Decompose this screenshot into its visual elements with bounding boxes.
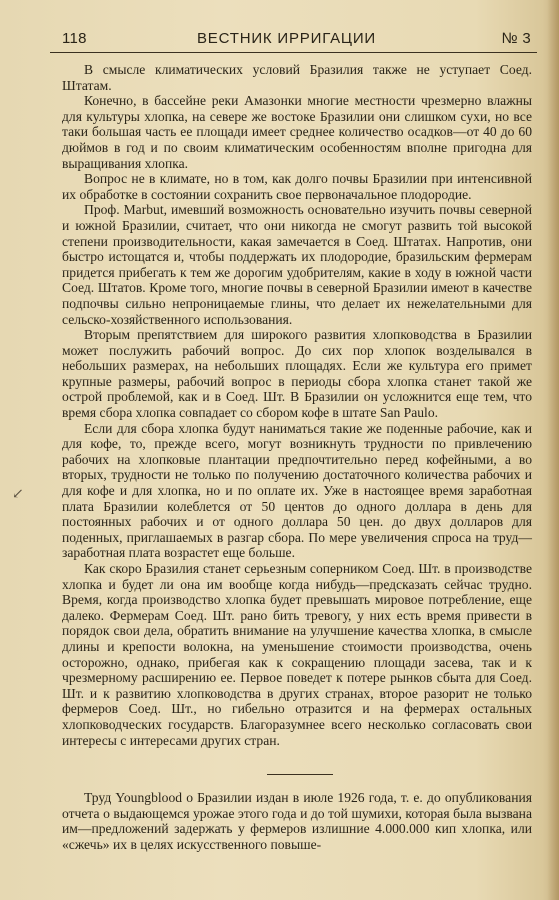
page-number: 118 — [62, 30, 87, 47]
footnote-paragraph: Труд Youngblood о Бразилии издан в июле 1926 года, т. е. до опубликования отчета о выдающемся урожае этого года и до той шумихи, которая была вызвана им—предложений задержать у фермеров излишние 4.000.000 кип хлопка, или «сжечь» их в целях искусственного повыше- — [62, 790, 532, 852]
paragraph: Как скоро Бразилия станет серьезным соперником Соед. Шт. в производстве хлопка и будет ли она им вообще когда нибудь—предсказать сейчас трудно. Время, когда производство хлопка будет превышать мировое потребление, еще далеко. Фермерам Соед. Шт. рано бить тревогу, у них есть время привести в порядок свои дела, обратить внимание на улучшение качества хлопка, в смысле длины и крепости волокна, на уменьшение стоимости производства, очень осторожно, однако, прибегая как к сокращению площади засева, так и к чрезмерному расширению ее. Первое поведет к потере рынков сбыта для Соед. Шт. и к развитию хлопководства в других странах, второе разорит не только фермеров Соед. Шт., но гибельно отразится и на фермерах остальных хлопководческих государств. Благоразумнее всего несколько согласовать свои интересы с интересами других стран. — [62, 561, 532, 748]
footnote-section — [62, 790, 532, 852]
page-edge-shadow — [547, 0, 559, 900]
paragraph: В смысле климатических условий Бразилия также не уступает Соед. Штатам. — [62, 62, 532, 93]
paragraph: Конечно, в бассейне реки Амазонки многие местности чрезмерно влажны для культуры хлопка, на севере же востоке Бразилии они слишком сухи, но все таки большая часть ее площади имеет среднее количество осадков—от 40 до 60 дюймов в год и по своим климатическим особенностям вполне пригодна для выращивания хлопка. — [62, 93, 532, 171]
paragraph: Вторым препятствием для широкого развития хлопководства в Бразилии может послужить рабочий вопрос. До сих пор хлопок возделывался в небольших размерах, на небольших площадях. Если же культура его примет крупные размеры, рабочий вопрос в периоды сбора хлопка станет такой же острой проблемой, как и в Соед. Шт. В Бразилии он усложнится еще тем, что время сбора хлопка совпадает со сбором кофе в штате San Paulo. — [62, 327, 532, 421]
header-rule — [50, 52, 537, 53]
paragraph: Вопрос не в климате, но в том, как долго почвы Бразилии при интенсивной их обработке в состоянии сохранить свое первоначальное плодородие. — [62, 171, 532, 202]
paragraph: Проф. Marbut, имевший возможность основательно изучить почвы северной и южной Бразилии, считает, что они никогда не смогут развить той высокой степени производительности, какая замечается в Соед. Штатах. Напротив, они быстро истощатся и, чтобы поддержать их плодородие, бразильским фермерам придется прибегать к тем же дорогим удобрителям, какие в ходу в южной части Соед. Штатов. Кроме того, многие почвы в северной Бразилии имеют в качестве подпочвы сильно непроницаемые глины, что делает их нежелательными для сельско-хозяйственного использования. — [62, 202, 532, 327]
section-separator — [267, 774, 333, 775]
article-body — [62, 62, 532, 748]
page-header — [40, 30, 533, 52]
journal-title: ВЕСТНИК ИРРИГАЦИИ — [197, 30, 376, 47]
margin-mark: ↙ — [12, 487, 24, 502]
issue-number: № 3 — [501, 30, 531, 47]
paragraph: Если для сбора хлопка будут наниматься такие же поденные рабочие, как и для кофе, то, прежде всего, могут возникнуть трудности по привлечению рабочих на хлопковые плантации предпочтительно перед кофейными, а во вторых, трудности не только по получению достаточного количества рабочих и для кофе и для хлопка, но и по оплате их. Уже в настоящее время заработная плата Бразилии колеблется от 50 центов до одного доллара в день для постоянных рабочих и от одного доллара 50 цен. до двух долларов для поденных, приглашаемых в разгар сбора. По мере увеличения спроса на труд—заработная плата возрастет еще больше. — [62, 420, 532, 561]
